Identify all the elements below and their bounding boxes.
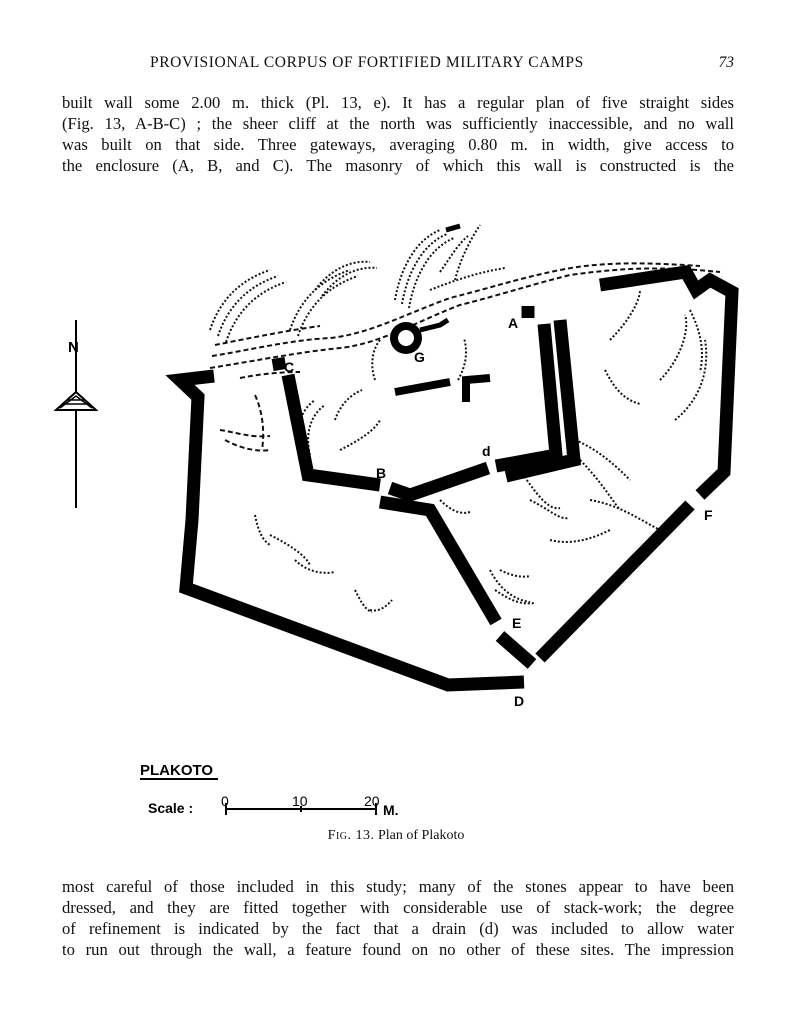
label-e: E: [512, 615, 522, 631]
label-a: A: [508, 315, 519, 331]
page-number: 73: [718, 54, 734, 71]
caption-fig-label: Fig. 13.: [327, 828, 375, 843]
paragraph-bottom: [62, 876, 734, 960]
label-d: D: [514, 693, 525, 709]
inner-wall-cb: [288, 375, 380, 485]
paragraph-top: [62, 92, 734, 176]
enclosure-walls: [180, 272, 732, 685]
well-structure: [390, 226, 460, 354]
label-d-drain: d: [482, 443, 491, 459]
outer-wall-west: [180, 358, 524, 685]
label-c: C: [284, 359, 295, 375]
text-line: of refinement is indicated by the fact that a drain (d) was included to allow water: [62, 919, 734, 938]
inner-wall-bd: [390, 468, 488, 495]
text-line: the enclosure (A, B, and C). The masonry of which this wall is constructed is the: [62, 156, 734, 175]
label-f: F: [704, 507, 713, 523]
text-line: built wall some 2.00 m. thick (Pl. 13, e). It has a regular plan of five straight sides: [62, 93, 734, 112]
central-walls: [395, 378, 490, 402]
plan-legend: [140, 762, 399, 818]
plan-title: PLAKOTO: [140, 762, 214, 779]
scale-label: Scale :: [148, 800, 194, 816]
outer-wall-be: [380, 502, 532, 664]
scale-tick-20: 20: [364, 793, 380, 809]
plan-figure: [0, 196, 792, 836]
north-label: N: [68, 339, 79, 356]
scale-tick-0: 0: [221, 793, 229, 809]
caption-text: Plan of Plakoto: [378, 828, 465, 843]
inner-wall-d-east: [496, 306, 556, 466]
text-line: (Fig. 13, A-B-C) ; the sheer cliff at the north was sufficiently inaccessible, and no wall: [62, 114, 734, 133]
scale-unit: M.: [383, 802, 399, 818]
text-line: to run out through the wall, a feature found on no other of these sites. The impression: [62, 940, 734, 959]
north-arrow: [56, 320, 96, 508]
label-g: G: [414, 349, 425, 365]
text-line: was built on that side. Three gateways, averaging 0.80 m. in width, give access to: [62, 135, 734, 154]
running-head: [150, 54, 734, 72]
label-b: B: [376, 465, 387, 481]
running-title: PROVISIONAL CORPUS OF FORTIFIED MILITARY CAMPS: [150, 54, 584, 71]
text-line: dressed, and they are fitted together with considerable use of stack-work; the degree: [62, 898, 734, 917]
text-line: most careful of those included in this study; many of the stones appear to have been: [62, 877, 734, 896]
figure-caption: [0, 828, 792, 844]
scale-tick-10: 10: [292, 793, 308, 809]
